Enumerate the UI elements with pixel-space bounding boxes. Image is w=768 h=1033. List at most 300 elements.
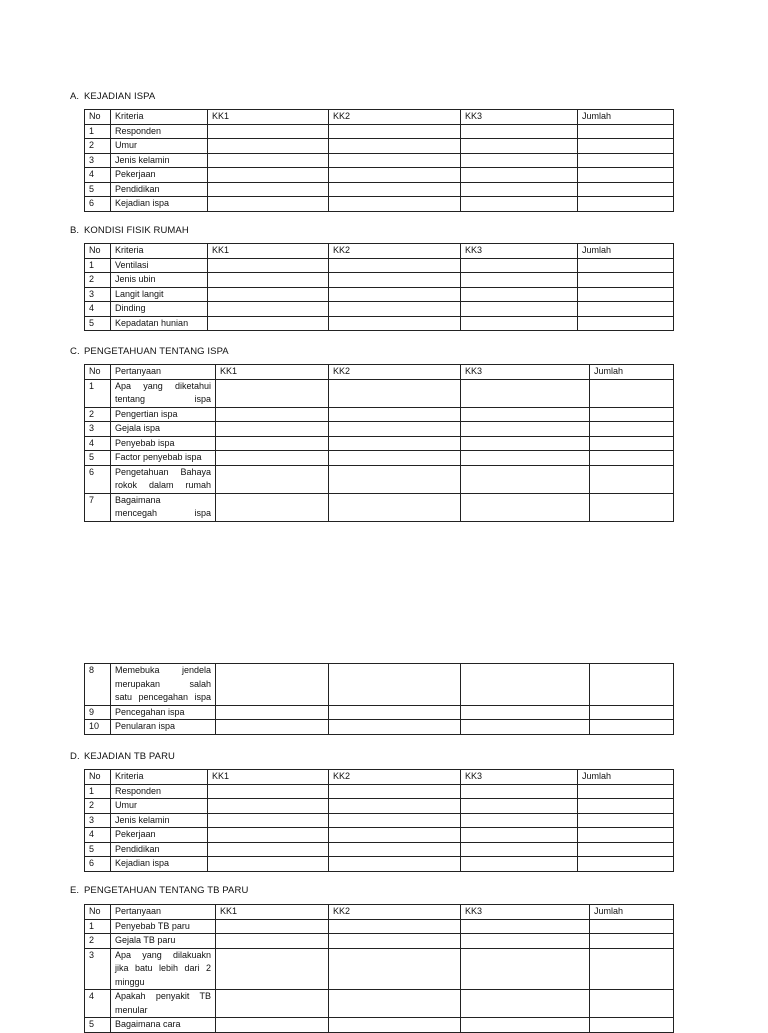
answer-cell[interactable] [590, 451, 674, 466]
row-number: 3 [85, 287, 111, 302]
table-row [85, 422, 674, 437]
row-number: 3 [85, 153, 111, 168]
answer-cell[interactable] [590, 493, 674, 521]
section-letter: B. [70, 225, 80, 236]
answer-cell[interactable] [590, 705, 674, 720]
answer-cell[interactable] [578, 124, 674, 139]
column-header: No [85, 905, 111, 920]
answer-cell[interactable] [461, 842, 578, 857]
row-number: 3 [85, 813, 111, 828]
table-row [85, 407, 674, 422]
criteria-line: Pengertian ispa [115, 408, 178, 419]
column-header: KK2 [329, 110, 461, 125]
answer-cell[interactable] [216, 422, 329, 437]
answer-cell[interactable] [590, 465, 674, 493]
answer-cell[interactable] [208, 182, 329, 197]
answer-cell[interactable] [208, 813, 329, 828]
answer-cell[interactable] [590, 934, 674, 949]
answer-cell[interactable] [461, 990, 590, 1018]
row-criteria [111, 990, 216, 1018]
answer-cell[interactable] [216, 1018, 329, 1033]
answer-cell[interactable] [590, 407, 674, 422]
answer-cell[interactable] [329, 948, 461, 990]
criteria-line: Responden [115, 125, 162, 136]
row-number: 1 [85, 784, 111, 799]
answer-cell[interactable] [329, 934, 461, 949]
answer-cell[interactable] [329, 197, 461, 212]
answer-cell[interactable] [329, 287, 461, 302]
answer-cell[interactable] [461, 1018, 590, 1033]
answer-cell[interactable] [208, 302, 329, 317]
criteria-line: rokok dalam rumah [115, 480, 211, 490]
criteria-line: Kepadatan hunian [115, 317, 189, 328]
criteria-line: Pekerjaan [115, 829, 156, 839]
criteria-line: Pendidikan [115, 843, 160, 854]
answer-cell[interactable] [216, 451, 329, 466]
criteria-line: Kejadian ispa [115, 858, 170, 868]
row-number: 4 [85, 436, 111, 451]
answer-cell[interactable] [578, 828, 674, 843]
table-row [85, 258, 674, 273]
row-criteria [111, 379, 216, 407]
answer-cell[interactable] [461, 139, 578, 154]
column-header: KK3 [461, 905, 590, 920]
table-row [85, 813, 674, 828]
answer-cell[interactable] [329, 273, 461, 288]
answer-cell[interactable] [578, 197, 674, 212]
row-criteria [111, 422, 216, 437]
column-header: No [85, 110, 111, 125]
table-kejadian-ispa [84, 109, 674, 212]
criteria-line: Apa yang dilakuakn [115, 949, 211, 960]
table-row [85, 493, 674, 521]
row-number: 10 [85, 720, 111, 735]
row-criteria [111, 842, 208, 857]
answer-cell[interactable] [590, 919, 674, 934]
row-criteria [111, 664, 216, 706]
row-criteria [111, 273, 208, 288]
answer-cell[interactable] [329, 451, 461, 466]
answer-cell[interactable] [578, 842, 674, 857]
answer-cell[interactable] [590, 720, 674, 735]
row-criteria [111, 197, 208, 212]
row-criteria [111, 316, 208, 331]
table-row [85, 139, 674, 154]
answer-cell[interactable] [461, 436, 590, 451]
row-criteria [111, 799, 208, 814]
answer-cell[interactable] [216, 990, 329, 1018]
row-number: 1 [85, 919, 111, 934]
answer-cell[interactable] [208, 857, 329, 872]
answer-cell[interactable] [461, 124, 578, 139]
column-header: Jumlah [578, 770, 674, 785]
answer-cell[interactable] [461, 379, 590, 407]
table-row [85, 828, 674, 843]
answer-cell[interactable] [216, 934, 329, 949]
row-criteria [111, 465, 216, 493]
answer-cell[interactable] [329, 720, 461, 735]
table-row [85, 451, 674, 466]
answer-cell[interactable] [208, 124, 329, 139]
answer-cell[interactable] [216, 379, 329, 407]
row-criteria [111, 934, 216, 949]
answer-cell[interactable] [216, 720, 329, 735]
row-criteria [111, 168, 208, 183]
table-row [85, 990, 674, 1018]
row-criteria [111, 948, 216, 990]
answer-cell[interactable] [461, 153, 578, 168]
table-row [85, 302, 674, 317]
row-criteria [111, 828, 208, 843]
table-row [85, 197, 674, 212]
answer-cell[interactable] [329, 124, 461, 139]
answer-cell[interactable] [578, 799, 674, 814]
answer-cell[interactable] [590, 379, 674, 407]
answer-cell[interactable] [461, 857, 578, 872]
answer-cell[interactable] [461, 316, 578, 331]
criteria-line: Penyebab ispa [115, 437, 175, 448]
row-number: 6 [85, 465, 111, 493]
criteria-line: Bagaimana [115, 494, 161, 505]
criteria-line: Penularan ispa [115, 721, 176, 731]
row-number: 6 [85, 857, 111, 872]
answer-cell[interactable] [578, 139, 674, 154]
answer-cell[interactable] [329, 664, 461, 706]
answer-cell[interactable] [329, 407, 461, 422]
answer-cell[interactable] [461, 948, 590, 990]
column-header: KK3 [461, 770, 578, 785]
row-number: 8 [85, 664, 111, 706]
answer-cell[interactable] [208, 799, 329, 814]
answer-cell[interactable] [216, 436, 329, 451]
answer-cell[interactable] [578, 168, 674, 183]
answer-cell[interactable] [329, 828, 461, 843]
row-criteria [111, 705, 216, 720]
answer-cell[interactable] [208, 197, 329, 212]
criteria-line: Jenis kelamin [115, 814, 170, 825]
answer-cell[interactable] [578, 182, 674, 197]
answer-cell[interactable] [590, 1018, 674, 1033]
row-criteria [111, 813, 208, 828]
row-number: 3 [85, 422, 111, 437]
answer-cell[interactable] [461, 465, 590, 493]
column-header: KK2 [329, 905, 461, 920]
answer-cell[interactable] [329, 258, 461, 273]
row-criteria [111, 451, 216, 466]
criteria-line: Apakah penyakit TB [115, 991, 211, 1001]
answer-cell[interactable] [329, 799, 461, 814]
table-row [85, 705, 674, 720]
answer-cell[interactable] [578, 258, 674, 273]
criteria-line: Kejadian ispa [115, 198, 170, 208]
criteria-line: Apa yang diketahui [115, 380, 211, 391]
table-row [85, 273, 674, 288]
answer-cell[interactable] [461, 302, 578, 317]
table-kondisi-fisik-rumah [84, 243, 674, 331]
table-row [85, 720, 674, 735]
row-number: 9 [85, 705, 111, 720]
row-number: 3 [85, 948, 111, 990]
answer-cell[interactable] [461, 720, 590, 735]
column-header: KK3 [461, 110, 578, 125]
answer-cell[interactable] [329, 493, 461, 521]
answer-cell[interactable] [329, 422, 461, 437]
table-row [85, 124, 674, 139]
column-header: Jumlah [578, 244, 674, 259]
row-number: 4 [85, 828, 111, 843]
criteria-line: Responden [115, 785, 162, 796]
answer-cell[interactable] [461, 258, 578, 273]
table-row [85, 799, 674, 814]
criteria-line: satu pencegahan ispa [115, 692, 211, 702]
criteria-line: Gejala TB paru [115, 935, 176, 945]
table-row [85, 465, 674, 493]
answer-cell[interactable] [329, 857, 461, 872]
row-number: 5 [85, 316, 111, 331]
row-number: 5 [85, 1018, 111, 1033]
answer-cell[interactable] [578, 813, 674, 828]
column-header: KK1 [208, 770, 329, 785]
answer-cell[interactable] [461, 934, 590, 949]
section-heading-e [70, 885, 248, 896]
table-row [85, 948, 674, 990]
column-header: KK1 [208, 110, 329, 125]
criteria-line: tentang ispa [115, 394, 211, 404]
criteria-line: merupakan salah [115, 678, 211, 689]
answer-cell[interactable] [578, 857, 674, 872]
criteria-line: minggu [115, 976, 145, 987]
table-row [85, 379, 674, 407]
answer-cell[interactable] [208, 287, 329, 302]
answer-cell[interactable] [208, 828, 329, 843]
answer-cell[interactable] [461, 828, 578, 843]
answer-cell[interactable] [216, 493, 329, 521]
answer-cell[interactable] [461, 168, 578, 183]
answer-cell[interactable] [461, 664, 590, 706]
table-row [85, 436, 674, 451]
row-number: 5 [85, 451, 111, 466]
row-criteria [111, 302, 208, 317]
column-header: KK1 [216, 365, 329, 380]
answer-cell[interactable] [208, 139, 329, 154]
criteria-line: menular [115, 1004, 148, 1015]
answer-cell[interactable] [590, 664, 674, 706]
table-row [85, 168, 674, 183]
answer-cell[interactable] [329, 379, 461, 407]
answer-cell[interactable] [208, 784, 329, 799]
answer-cell[interactable] [208, 153, 329, 168]
criteria-line: Jenis kelamin [115, 154, 170, 165]
answer-cell[interactable] [329, 705, 461, 720]
answer-cell[interactable] [590, 422, 674, 437]
criteria-line: Ventilasi [115, 259, 149, 270]
table-row [85, 664, 674, 706]
table-header-row [85, 365, 674, 380]
answer-cell[interactable] [590, 436, 674, 451]
column-header: No [85, 770, 111, 785]
column-header: Kriteria [111, 244, 208, 259]
criteria-line: Pendidikan [115, 183, 160, 194]
table-row [85, 784, 674, 799]
answer-cell[interactable] [216, 664, 329, 706]
row-number: 6 [85, 197, 111, 212]
row-number: 2 [85, 407, 111, 422]
criteria-line: Umur [115, 800, 137, 810]
answer-cell[interactable] [578, 302, 674, 317]
table-header-row [85, 110, 674, 125]
answer-cell[interactable] [208, 842, 329, 857]
answer-cell[interactable] [329, 784, 461, 799]
row-number: 2 [85, 934, 111, 949]
answer-cell[interactable] [329, 139, 461, 154]
answer-cell[interactable] [461, 493, 590, 521]
table-row [85, 182, 674, 197]
section-title: PENGETAHUAN TENTANG TB PARU [84, 885, 249, 896]
section-letter: A. [70, 91, 80, 102]
answer-cell[interactable] [208, 273, 329, 288]
answer-cell[interactable] [461, 182, 578, 197]
answer-cell[interactable] [329, 990, 461, 1018]
section-title: KEJADIAN TB PARU [84, 751, 175, 762]
table-header-row [85, 244, 674, 259]
row-criteria [111, 436, 216, 451]
answer-cell[interactable] [216, 948, 329, 990]
criteria-line: mencegah ispa [115, 508, 211, 518]
row-number: 5 [85, 182, 111, 197]
answer-cell[interactable] [329, 168, 461, 183]
answer-cell[interactable] [329, 436, 461, 451]
criteria-line: Bagaimana cara [115, 1019, 181, 1029]
answer-cell[interactable] [578, 784, 674, 799]
column-header: Pertanyaan [111, 365, 216, 380]
answer-cell[interactable] [578, 316, 674, 331]
answer-cell[interactable] [578, 287, 674, 302]
table-row [85, 919, 674, 934]
column-header: KK2 [329, 770, 461, 785]
answer-cell[interactable] [329, 842, 461, 857]
section-title: KONDISI FISIK RUMAH [84, 225, 189, 236]
row-number: 1 [85, 258, 111, 273]
row-number: 2 [85, 799, 111, 814]
answer-cell[interactable] [329, 1018, 461, 1033]
table-row [85, 287, 674, 302]
section-letter: E. [70, 885, 80, 896]
row-number: 4 [85, 168, 111, 183]
answer-cell[interactable] [590, 990, 674, 1018]
row-number: 7 [85, 493, 111, 521]
answer-cell[interactable] [329, 813, 461, 828]
answer-cell[interactable] [461, 451, 590, 466]
table-header-row [85, 905, 674, 920]
criteria-line: Umur [115, 140, 137, 150]
criteria-line: Penyebab TB paru [115, 920, 190, 931]
answer-cell[interactable] [216, 465, 329, 493]
row-criteria [111, 182, 208, 197]
column-header: KK3 [461, 365, 590, 380]
table-header-row [85, 770, 674, 785]
answer-cell[interactable] [329, 302, 461, 317]
column-header: Pertanyaan [111, 905, 216, 920]
answer-cell[interactable] [461, 784, 578, 799]
criteria-line: Factor penyebab ispa [115, 452, 202, 462]
answer-cell[interactable] [461, 273, 578, 288]
section-title: PENGETAHUAN TENTANG ISPA [84, 346, 229, 357]
criteria-line: Memebuka jendela [115, 665, 211, 675]
answer-cell[interactable] [329, 153, 461, 168]
column-header: KK2 [329, 365, 461, 380]
answer-cell[interactable] [461, 799, 578, 814]
table-pengetahuan-ispa [84, 364, 674, 522]
answer-cell[interactable] [461, 705, 590, 720]
answer-cell[interactable] [329, 182, 461, 197]
answer-cell[interactable] [578, 273, 674, 288]
row-number: 5 [85, 842, 111, 857]
answer-cell[interactable] [208, 168, 329, 183]
answer-cell[interactable] [208, 316, 329, 331]
column-header: No [85, 365, 111, 380]
answer-cell[interactable] [461, 919, 590, 934]
answer-cell[interactable] [461, 813, 578, 828]
column-header: No [85, 244, 111, 259]
column-header: KK2 [329, 244, 461, 259]
criteria-line: Pekerjaan [115, 169, 156, 179]
row-number: 4 [85, 302, 111, 317]
row-criteria [111, 857, 208, 872]
table-row [85, 857, 674, 872]
answer-cell[interactable] [461, 422, 590, 437]
table-row [85, 316, 674, 331]
criteria-line: Jenis ubin [115, 274, 156, 284]
row-criteria [111, 493, 216, 521]
answer-cell[interactable] [216, 705, 329, 720]
row-criteria [111, 139, 208, 154]
answer-cell[interactable] [329, 919, 461, 934]
answer-cell[interactable] [208, 258, 329, 273]
answer-cell[interactable] [461, 197, 578, 212]
criteria-line: Pengetahuan Bahaya [115, 466, 211, 477]
table-row [85, 153, 674, 168]
answer-cell[interactable] [216, 407, 329, 422]
row-criteria [111, 153, 208, 168]
row-criteria [111, 287, 208, 302]
criteria-line: Langit langit [115, 288, 164, 299]
column-header: KK1 [216, 905, 329, 920]
row-number: 4 [85, 990, 111, 1018]
row-criteria [111, 784, 208, 799]
row-criteria [111, 124, 208, 139]
column-header: Kriteria [111, 770, 208, 785]
criteria-line: jika batu lebih dari 2 [115, 963, 211, 973]
answer-cell[interactable] [461, 407, 590, 422]
answer-cell[interactable] [329, 316, 461, 331]
criteria-line: Dinding [115, 303, 146, 313]
row-number: 2 [85, 139, 111, 154]
answer-cell[interactable] [216, 919, 329, 934]
answer-cell[interactable] [329, 465, 461, 493]
column-header: Jumlah [590, 365, 674, 380]
column-header: KK3 [461, 244, 578, 259]
column-header: Kriteria [111, 110, 208, 125]
row-criteria [111, 720, 216, 735]
criteria-line: Gejala ispa [115, 423, 161, 433]
table-kejadian-tb-paru [84, 769, 674, 872]
table-pengetahuan-tb-paru [84, 904, 674, 1033]
answer-cell[interactable] [590, 948, 674, 990]
answer-cell[interactable] [578, 153, 674, 168]
row-criteria [111, 1018, 216, 1033]
answer-cell[interactable] [461, 287, 578, 302]
criteria-line: Pencegahan ispa [115, 706, 185, 717]
